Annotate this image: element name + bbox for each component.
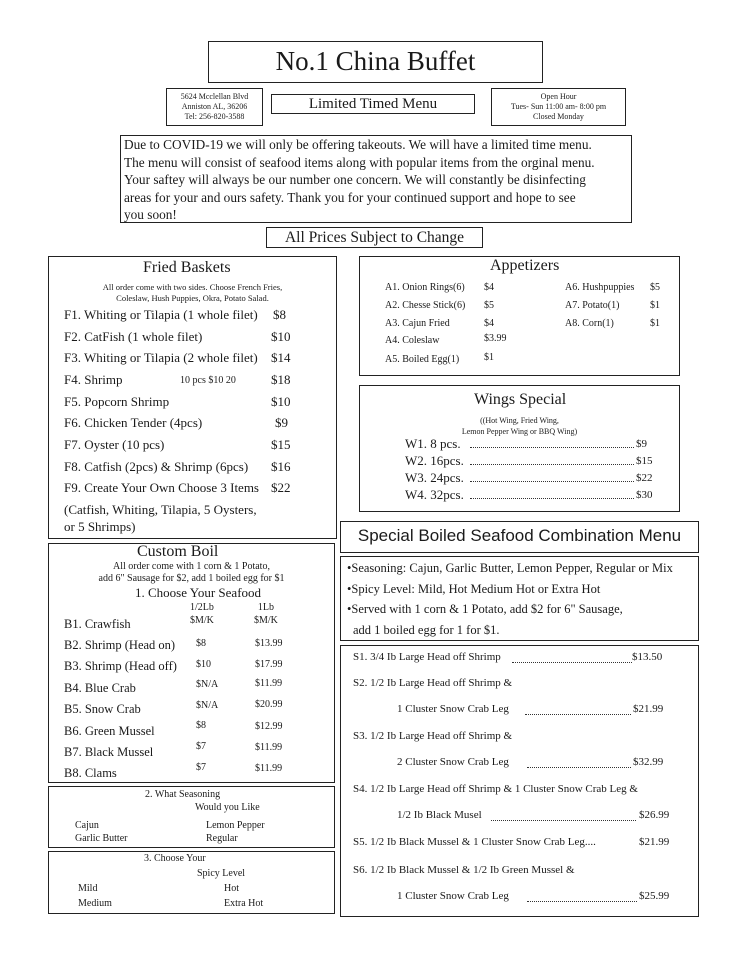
appetizers-section [359, 256, 680, 376]
fried-baskets-title: Fried Baskets [143, 259, 231, 276]
appetizer-price: $5 [650, 282, 660, 293]
notice-line: Due to COVID-19 we will only be offering takeouts. We will have a limited time menu. [124, 137, 592, 152]
footnote-line: or 5 Shrimps) [64, 519, 136, 534]
seasoning-garlic-butter: Garlic Butter [75, 833, 128, 844]
boil-price-half: $7 [196, 762, 206, 773]
hours [492, 92, 625, 122]
leader-dots [525, 714, 631, 715]
seasoning-cajun: Cajun [75, 820, 99, 831]
combo-item-price: $25.99 [639, 890, 670, 902]
wing-item-price: $15 [636, 455, 653, 467]
boil-item-name: B8. Clams [64, 766, 117, 780]
combo-item-price: $21.99 [633, 703, 664, 715]
combo-title-box [340, 521, 699, 553]
fried-item-f5: F5. Popcorn Shrimp [64, 394, 170, 409]
combo-item-line: 2 Cluster Snow Crab Leg [397, 756, 509, 768]
fried-price-f9: $22 [271, 480, 291, 495]
boil-price-full: $17.99 [255, 659, 283, 670]
appetizer-name: A2. Chesse Stick(6) [385, 300, 466, 311]
combo-item-line: 1/2 Ib Black Musel [397, 809, 482, 821]
appetizer-name: A7. Potato(1) [565, 300, 620, 311]
restaurant-name: No.1 China Buffet [275, 46, 476, 76]
boil-price-full: $13.99 [255, 638, 283, 649]
combo-item-line: S2. 1/2 Ib Large Head off Shrimp & [353, 677, 513, 689]
appetizer-price: $3.99 [484, 333, 507, 344]
custom-boil-title: Custom Boil [137, 543, 219, 560]
hours-line: Open Hour [540, 92, 577, 101]
wings-title: Wings Special [474, 391, 567, 408]
boil-price-full: $11.99 [255, 742, 283, 753]
boil-price-full: $12.99 [255, 721, 283, 732]
spice-medium: Medium [78, 898, 112, 909]
wing-item-name: W2. 16pcs. [405, 453, 464, 468]
seasoning-section [48, 786, 335, 848]
wings-sub-line: ((Hot Wing, Fried Wing, [480, 416, 559, 425]
appetizer-price: $1 [484, 352, 494, 363]
appetizers-title: Appetizers [490, 257, 560, 274]
fried-price-f6: $9 [275, 415, 288, 430]
combo-note: •Seasoning: Cajun, Garlic Butter, Lemon Pepper, Regular or Mix [347, 561, 673, 575]
prices-note: All Prices Subject to Change [284, 229, 465, 246]
combo-note: •Served with 1 corn & 1 Potato, add $2 for 6" Sausage, [347, 602, 623, 616]
address-line: 5624 Mcclellan Blvd [180, 92, 249, 101]
step2-line2: Would you Like [195, 802, 260, 813]
fried-baskets-intro [49, 282, 336, 304]
leader-dots [470, 464, 634, 465]
fried-item-f9: F9. Create Your Own Choose 3 Items [64, 480, 259, 495]
boil-step1: 1. Choose Your Seafood [135, 585, 262, 600]
leader-dots [512, 662, 632, 663]
custom-boil-intro [49, 561, 334, 585]
fried-price-f4: $18 [271, 372, 291, 387]
boil-price-full: $11.99 [255, 678, 283, 689]
boil-item-name: B3. Shrimp (Head off) [64, 659, 177, 673]
combo-item-line: S6. 1/2 Ib Black Mussel & 1/2 Ib Green Mussel & [353, 864, 575, 876]
notice-line: The menu will consist of seafood items along with popular items from the orginal menu. [124, 154, 595, 170]
fried-item-f8: F8. Catfish (2pcs) & Shrimp (6pcs) [64, 459, 249, 474]
leader-dots [527, 901, 637, 902]
combo-notes [347, 558, 673, 640]
spice-mild: Mild [78, 883, 98, 894]
combo-item-line: 1 Cluster Snow Crab Leg [397, 703, 509, 715]
boil-price-half: $N/A [196, 700, 219, 711]
fried-item-f2: F2. CatFish (1 whole filet) [64, 329, 203, 344]
leader-dots [470, 481, 634, 482]
appetizer-price: $1 [650, 300, 660, 311]
combo-item-line: 1 Cluster Snow Crab Leg [397, 890, 509, 902]
appetizer-name: A8. Corn(1) [565, 318, 614, 329]
address-line: Anniston AL, 36206 [181, 102, 248, 111]
hours-line: Tues- Sun 11:00 am- 8:00 pm [510, 102, 607, 111]
boil-item-name: B1. Crawfish [64, 617, 131, 631]
spice-section [48, 851, 335, 914]
boil-item-name: B4. Blue Crab [64, 681, 136, 695]
boil-item-name: B7. Black Mussel [64, 745, 154, 759]
combo-notes-box [340, 556, 699, 641]
restaurant-name-box [208, 41, 543, 83]
leader-dots [470, 447, 634, 448]
wing-item-price: $22 [636, 472, 653, 484]
wing-item-name: W3. 24pcs. [405, 470, 464, 485]
wing-item-price: $30 [636, 489, 653, 501]
intro-line: add 6" Sausage for $2, add 1 boiled egg for $1 [98, 573, 285, 584]
wing-item-name: W4. 32pcs. [405, 487, 464, 502]
fried-item-f6: F6. Chicken Tender (4pcs) [64, 415, 203, 430]
boil-price-half: $10 [196, 659, 211, 670]
covid-notice-box [120, 135, 632, 223]
leader-dots [527, 767, 631, 768]
col-header: $M/K [190, 615, 214, 626]
combo-item-price: $26.99 [639, 809, 670, 821]
col-full-lb [254, 601, 278, 627]
hours-box [491, 88, 626, 126]
intro-line: Coleslaw, Hush Puppies, Okra, Potato Salad. [116, 293, 269, 303]
boil-item-name: B6. Green Mussel [64, 724, 155, 738]
combo-items-box [340, 645, 699, 917]
menu-label: Limited Timed Menu [308, 96, 438, 112]
combo-item-price: $21.99 [639, 836, 670, 848]
col-header: 1/2Lb [190, 602, 214, 613]
spice-hot: Hot [224, 883, 239, 894]
step3-line1: 3. Choose Your [144, 853, 206, 864]
appetizer-price: $1 [650, 318, 660, 329]
intro-line: All order come with 1 corn & 1 Potato, [113, 561, 270, 572]
appetizer-name: A4. Coleslaw [385, 335, 440, 346]
appetizer-name: A6. Hushpuppies [565, 282, 635, 293]
fried-price-f1: $8 [273, 307, 286, 322]
custom-boil-section [48, 543, 335, 783]
appetizer-price: $5 [484, 300, 494, 311]
leader-dots [491, 820, 636, 821]
spice-extra-hot: Extra Hot [224, 898, 264, 909]
menu-label-box [271, 94, 475, 114]
combo-item-line: S5. 1/2 Ib Black Mussel & 1 Cluster Snow Crab Leg.... [353, 836, 596, 848]
boil-price-full: $11.99 [255, 763, 283, 774]
fried-item-f7: F7. Oyster (10 pcs) [64, 437, 165, 452]
fried-item-f3: F3. Whiting or Tilapia (2 whole filet) [64, 350, 258, 365]
combo-title: Special Boiled Seafood Combination Menu [357, 526, 682, 545]
item-name: F1. Whiting or Tilapia (1 whole filet) [64, 307, 258, 322]
address-box [166, 88, 263, 126]
fried-footnote [64, 501, 257, 535]
fried-price-f7: $15 [271, 437, 291, 452]
address [167, 92, 262, 122]
appetizer-name: A5. Boiled Egg(1) [385, 354, 460, 365]
leader-dots [470, 498, 634, 499]
appetizer-price: $4 [484, 318, 494, 329]
step3-line2: Spicy Level [197, 868, 246, 879]
step2-line1: 2. What Seasoning [145, 789, 221, 800]
boil-price-full: $20.99 [255, 699, 283, 710]
notice-line: areas for your and ours safety. Thank you for your continued support and hope to see [124, 189, 576, 205]
combo-note: add 1 boiled egg for 1 for $1. [353, 622, 500, 637]
covid-notice [124, 136, 595, 224]
combo-item-line: S1. 3/4 Ib Large Head off Shrimp [353, 651, 501, 663]
notice-line: Your saftey will always be our number one concern. We will constantly be disinfecting [124, 172, 586, 188]
boil-price-half: $8 [196, 720, 206, 731]
fried-price-f3: $14 [271, 350, 291, 365]
boil-price-half: $7 [196, 741, 206, 752]
fried-price-f2: $10 [271, 329, 291, 344]
footnote-line: (Catfish, Whiting, Tilapia, 5 Oysters, [64, 502, 257, 517]
col-header: 1Lb [257, 602, 274, 613]
fried-price-f8: $16 [271, 459, 291, 474]
col-header: $M/K [254, 615, 278, 626]
boil-item-name: B5. Snow Crab [64, 702, 141, 716]
wings-sub-line: Lemon Pepper Wing or BBQ Wing) [461, 427, 578, 436]
combo-item-line: S4. 1/2 Ib Large Head off Shrimp & 1 Cluster Snow Crab Leg & [353, 783, 638, 795]
fried-price-f5: $10 [271, 394, 291, 409]
wings-section [359, 385, 680, 512]
appetizer-name: A3. Cajun Fried [385, 318, 450, 329]
fried-baskets-section [48, 256, 337, 539]
wing-item-price: $9 [636, 438, 647, 450]
col-half-lb [190, 601, 214, 627]
boil-price-half: $8 [196, 638, 206, 649]
boil-price-half: $N/A [196, 679, 219, 690]
fried-item-f4-extra: 10 pcs $10 20 [180, 375, 236, 386]
wing-item-name: W1. 8 pcs. [405, 436, 461, 451]
wings-subtitle [360, 415, 679, 437]
seasoning-regular: Regular [206, 833, 238, 844]
fried-item-f4: F4. Shrimp [64, 372, 123, 387]
combo-note: •Spicy Level: Mild, Hot Medium Hot or Extra Hot [347, 581, 601, 596]
intro-line: All order come with two sides. Choose French Fries, [102, 282, 283, 292]
appetizer-name: A1. Onion Rings(6) [385, 282, 465, 293]
boil-item-name: B2. Shrimp (Head on) [64, 638, 176, 652]
seasoning-lemon-pepper: Lemon Pepper [206, 820, 265, 831]
combo-item-price: $32.99 [633, 756, 664, 768]
hours-line: Closed Monday [533, 112, 584, 121]
notice-line: you soon! [124, 207, 177, 223]
combo-item-line: S3. 1/2 Ib Large Head off Shrimp & [353, 730, 513, 742]
prices-note-box [266, 227, 483, 248]
fried-item-f1 [64, 307, 258, 323]
appetizer-price: $4 [484, 282, 494, 293]
combo-item-price: $13.50 [632, 651, 663, 663]
phone-line: Tel: 256-820-3588 [184, 112, 245, 121]
